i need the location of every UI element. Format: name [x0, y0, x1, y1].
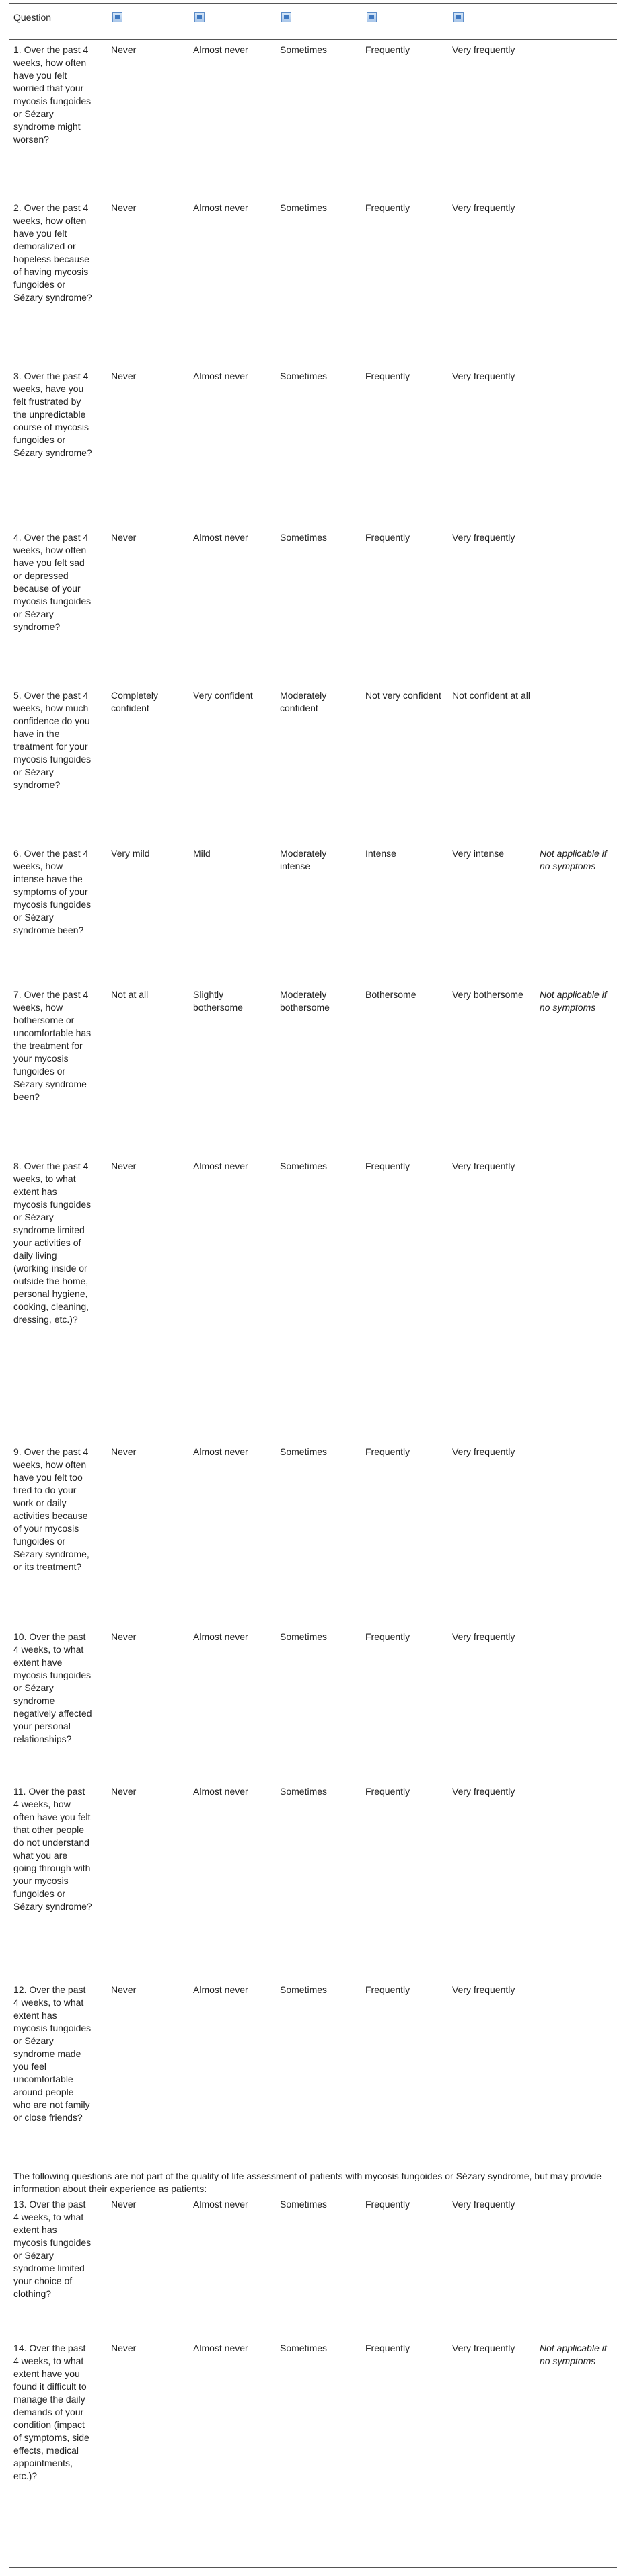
answer-option: Never — [111, 1631, 137, 1642]
question-text: 3. Over the past 4 weeks, have you felt frustrated by the unpredictable course of mycosis fungoides or Sézary syndrome? — [13, 370, 92, 458]
answer-option: Sometimes — [280, 1786, 328, 1797]
question-text: 9. Over the past 4 weeks, how often have you felt too tired to do your work or daily activities because of your mycosis fungoides or Sézary syndrome, or its treatment? — [13, 1446, 89, 1572]
answer-option: Very intense — [452, 848, 505, 859]
table-rule — [9, 39, 617, 40]
answer-option: Not very confident — [365, 690, 441, 701]
section-note: The following questions are not part of the quality of life assessment of patients with mycosis fungoides or Sézary syndrome, but may provide information about their experience as patients: — [13, 2171, 602, 2194]
answer-option: Mild — [193, 848, 211, 859]
answer-option: Frequently — [365, 532, 410, 543]
answer-option: Almost never — [193, 370, 248, 381]
answer-option: Never — [111, 202, 137, 213]
question-text: 10. Over the past 4 weeks, to what extent have mycosis fungoides or Sézary syndrome negatively affected your personal relationships? — [13, 1631, 92, 1744]
answer-option: Frequently — [365, 1984, 410, 1995]
answer-option: Sometimes — [280, 44, 328, 55]
answer-option: Sometimes — [280, 1984, 328, 1995]
answer-option: Frequently — [365, 1446, 410, 1457]
answer-option: Frequently — [365, 202, 410, 213]
answer-option: Very bothersome — [452, 989, 523, 1000]
answer-option: Almost never — [193, 2199, 248, 2210]
answer-option: Never — [111, 1984, 137, 1995]
answer-option: Never — [111, 370, 137, 381]
answer-option: Very mild — [111, 848, 150, 859]
answer-option: Almost never — [193, 532, 248, 543]
answer-option: Very frequently — [452, 202, 515, 213]
answer-option: Frequently — [365, 370, 410, 381]
answer-option: Almost never — [193, 44, 248, 55]
answer-option: Never — [111, 44, 137, 55]
answer-option: Almost never — [193, 1446, 248, 1457]
image-icon — [453, 12, 464, 22]
answer-option: Never — [111, 1446, 137, 1457]
answer-option: Very confident — [193, 690, 253, 701]
question-text: 14. Over the past 4 weeks, to what extent have you found it difficult to manage the daily demands of your condition (impact of symptoms, side effects, medical appointments, etc.)? — [13, 2343, 89, 2481]
answer-option: Sometimes — [280, 1161, 328, 1171]
answer-option: Almost never — [193, 2343, 248, 2353]
answer-option: Very frequently — [452, 1631, 515, 1642]
question-text: 6. Over the past 4 weeks, how intense have the symptoms of your mycosis fungoides or Sézary syndrome been? — [13, 848, 92, 935]
header-question: Question — [13, 12, 52, 23]
not-applicable-note: Not applicable if no symptoms — [540, 989, 607, 1013]
image-icon — [194, 12, 205, 22]
answer-option: Very frequently — [452, 370, 515, 381]
not-applicable-note: Not applicable if no symptoms — [540, 848, 607, 871]
answer-option: Almost never — [193, 1161, 248, 1171]
answer-option: Very frequently — [452, 1786, 515, 1797]
answer-option: Sometimes — [280, 1631, 328, 1642]
answer-option: Frequently — [365, 44, 410, 55]
answer-option: Very frequently — [452, 44, 515, 55]
answer-option: Never — [111, 532, 137, 543]
question-text: 8. Over the past 4 weeks, to what extent has mycosis fungoides or Sézary syndrome limited your activities of daily living (working inside or outside the home, personal hygiene, cooking, cleaning, dressing, etc.)? — [13, 1161, 92, 1325]
answer-option: Completely confident — [111, 690, 159, 713]
answer-option: Very frequently — [452, 1984, 515, 1995]
image-icon — [112, 12, 122, 22]
question-text: 5. Over the past 4 weeks, how much confidence do you have in the treatment for your mycosis fungoides or Sézary syndrome? — [13, 690, 92, 790]
answer-option: Almost never — [193, 202, 248, 213]
answer-option: Intense — [365, 848, 396, 859]
answer-option: Not confident at all — [452, 690, 530, 701]
answer-option: Moderately bothersome — [280, 989, 330, 1013]
answer-option: Never — [111, 1786, 137, 1797]
answer-option: Moderately intense — [280, 848, 327, 871]
answer-option: Almost never — [193, 1984, 248, 1995]
answer-option: Frequently — [365, 1161, 410, 1171]
answer-option: Bothersome — [365, 989, 416, 1000]
answer-option: Not at all — [111, 989, 149, 1000]
answer-option: Frequently — [365, 1786, 410, 1797]
answer-option: Sometimes — [280, 532, 328, 543]
question-text: 1. Over the past 4 weeks, how often have you felt worried that your mycosis fungoides or Sézary syndrome might worsen? — [13, 44, 92, 145]
question-text: 11. Over the past 4 weeks, how often have you felt that other people do not understand what you are going through with your mycosis fungoides or Sézary syndrome? — [13, 1786, 92, 1912]
answer-option: Never — [111, 1161, 137, 1171]
answer-option: Slightly bothersome — [193, 989, 243, 1013]
answer-option: Sometimes — [280, 202, 328, 213]
answer-option: Frequently — [365, 1631, 410, 1642]
answer-option: Very frequently — [452, 1446, 515, 1457]
answer-option: Almost never — [193, 1631, 248, 1642]
image-icon — [367, 12, 377, 22]
question-text: 12. Over the past 4 weeks, to what extent has mycosis fungoides or Sézary syndrome made you feel uncomfortable around people who are not family or close friends? — [13, 1984, 92, 2123]
question-text: 4. Over the past 4 weeks, how often have you felt sad or depressed because of your mycosis fungoides or Sézary syndrome? — [13, 532, 92, 632]
question-text: 7. Over the past 4 weeks, how bothersome or uncomfortable has the treatment for your mycosis fungoides or Sézary syndrome been? — [13, 989, 92, 1102]
question-text: 2. Over the past 4 weeks, how often have you felt demoralized or hopeless because of having mycosis fungoides or Sézary syndrome? — [13, 202, 92, 303]
answer-option: Sometimes — [280, 2343, 328, 2353]
answer-option: Sometimes — [280, 370, 328, 381]
answer-option: Very frequently — [452, 2343, 515, 2353]
answer-option: Sometimes — [280, 1446, 328, 1457]
table-rule — [9, 2567, 617, 2568]
answer-option: Very frequently — [452, 1161, 515, 1171]
answer-option: Never — [111, 2199, 137, 2210]
answer-option: Frequently — [365, 2343, 410, 2353]
question-text: 13. Over the past 4 weeks, to what extent has mycosis fungoides or Sézary syndrome limited your choice of clothing? — [13, 2199, 92, 2299]
answer-option: Frequently — [365, 2199, 410, 2210]
answer-option: Very frequently — [452, 2199, 515, 2210]
image-icon — [281, 12, 291, 22]
not-applicable-note: Not applicable if no symptoms — [540, 2343, 607, 2366]
answer-option: Very frequently — [452, 532, 515, 543]
answer-option: Never — [111, 2343, 137, 2353]
answer-option: Moderately confident — [280, 690, 327, 713]
answer-option: Almost never — [193, 1786, 248, 1797]
table-rule — [9, 3, 617, 4]
answer-option: Sometimes — [280, 2199, 328, 2210]
